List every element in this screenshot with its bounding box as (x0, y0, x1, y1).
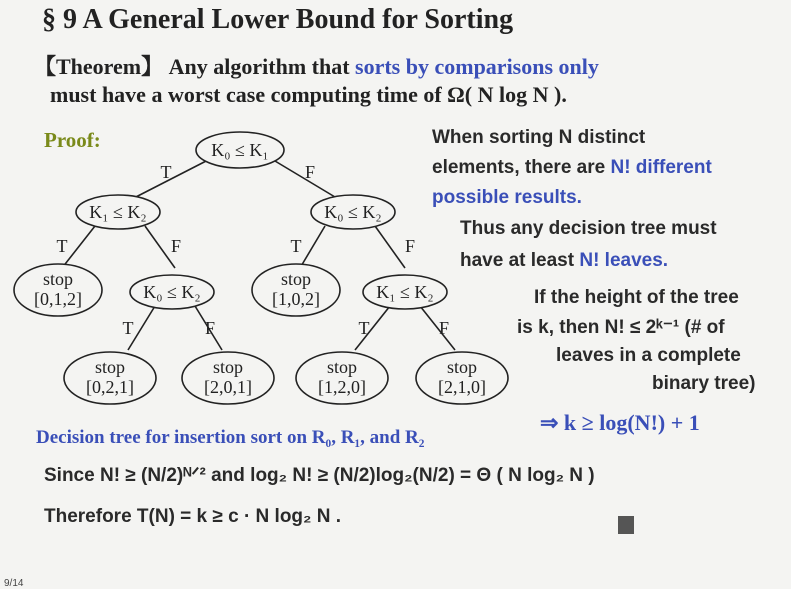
theorem-label: 【Theorem】 (34, 54, 164, 79)
right-text-line-2b: N! different (610, 157, 712, 178)
right-text-line-4: Thus any decision tree must (460, 218, 717, 239)
right-text-line-9: binary tree) (652, 373, 756, 394)
right-text-line-8: leaves in a complete (556, 345, 741, 366)
edge-label-false: F (404, 236, 416, 256)
right-text-line-2a: elements, there are (432, 157, 611, 178)
leaf-120: [1,2,0] (318, 377, 366, 397)
slide-title: § 9 A General Lower Bound for Sorting (42, 4, 514, 35)
right-text-line-5b: N! leaves. (579, 250, 669, 271)
edge-label-false: F (438, 318, 450, 338)
right-text-line-6: If the height of the tree (534, 287, 739, 308)
leaf-stop-label: stop (326, 357, 358, 377)
right-text-line-3: possible results. (432, 187, 582, 208)
leaf-stop-label: stop (42, 269, 74, 289)
edge-label-false: F (304, 162, 316, 182)
proof-label: Proof: (44, 128, 101, 152)
page-number: 9/14 (4, 578, 24, 589)
leaf-stop-label: stop (280, 269, 312, 289)
leaf-201: [2,0,1] (204, 377, 252, 397)
node-k0-k2: K₀ ≤ K₂ (324, 202, 382, 222)
leaf-210: [2,1,0] (438, 377, 486, 397)
root-comparison: K₀ ≤ K₁ (211, 140, 269, 160)
therefore-line: Therefore T(N) = k ≥ c · N log₂ N . (44, 506, 342, 527)
implication: ⇒ k ≥ log(N!) + 1 (540, 410, 700, 435)
leaf-102: [1,0,2] (272, 289, 320, 309)
node-k1-k2: K₁ ≤ K₂ (89, 202, 147, 222)
right-text-line-7: is k, then N! ≤ 2ᵏ⁻¹ (# of (517, 317, 725, 338)
right-text-line-2 (432, 157, 712, 179)
edge-label-true: T (358, 318, 370, 338)
theorem-line-2: must have a worst case computing time of Ω( N log N ). (50, 82, 567, 107)
tree-caption: Decision tree for insertion sort on R₀, R₁, and R₂ (36, 427, 425, 448)
right-text-line-5a: have at least (460, 250, 580, 271)
edge-label-false: F (204, 318, 216, 338)
leaf-stop-label: stop (212, 357, 244, 377)
theorem-text-pre: Any algorithm that (163, 54, 356, 79)
qed-square-icon (618, 516, 634, 534)
right-text-line-5 (460, 250, 668, 272)
edge-label-true: T (290, 236, 302, 256)
edge-label-true: T (122, 318, 134, 338)
leaf-021: [0,2,1] (86, 377, 134, 397)
edge-label-false: F (170, 236, 182, 256)
node-k1-k2-lower: K₁ ≤ K₂ (376, 282, 434, 302)
tree-edges (62, 158, 455, 350)
leaf-stop-label: stop (94, 357, 126, 377)
edge-label-true: T (160, 162, 172, 182)
theorem-highlight: sorts by comparisons only (355, 54, 599, 79)
node-k0-k2-lower: K₀ ≤ K₂ (143, 282, 201, 302)
since-line: Since N! ≥ (N/2)ᴺᐟ² and log₂ N! ≥ (N/2)log₂(N/2) = Θ ( N log₂ N ) (44, 465, 595, 486)
right-text-line-1: When sorting N distinct (432, 127, 646, 148)
leaf-stop-label: stop (446, 357, 478, 377)
edge-label-true: T (56, 236, 68, 256)
leaf-012: [0,1,2] (34, 289, 82, 309)
